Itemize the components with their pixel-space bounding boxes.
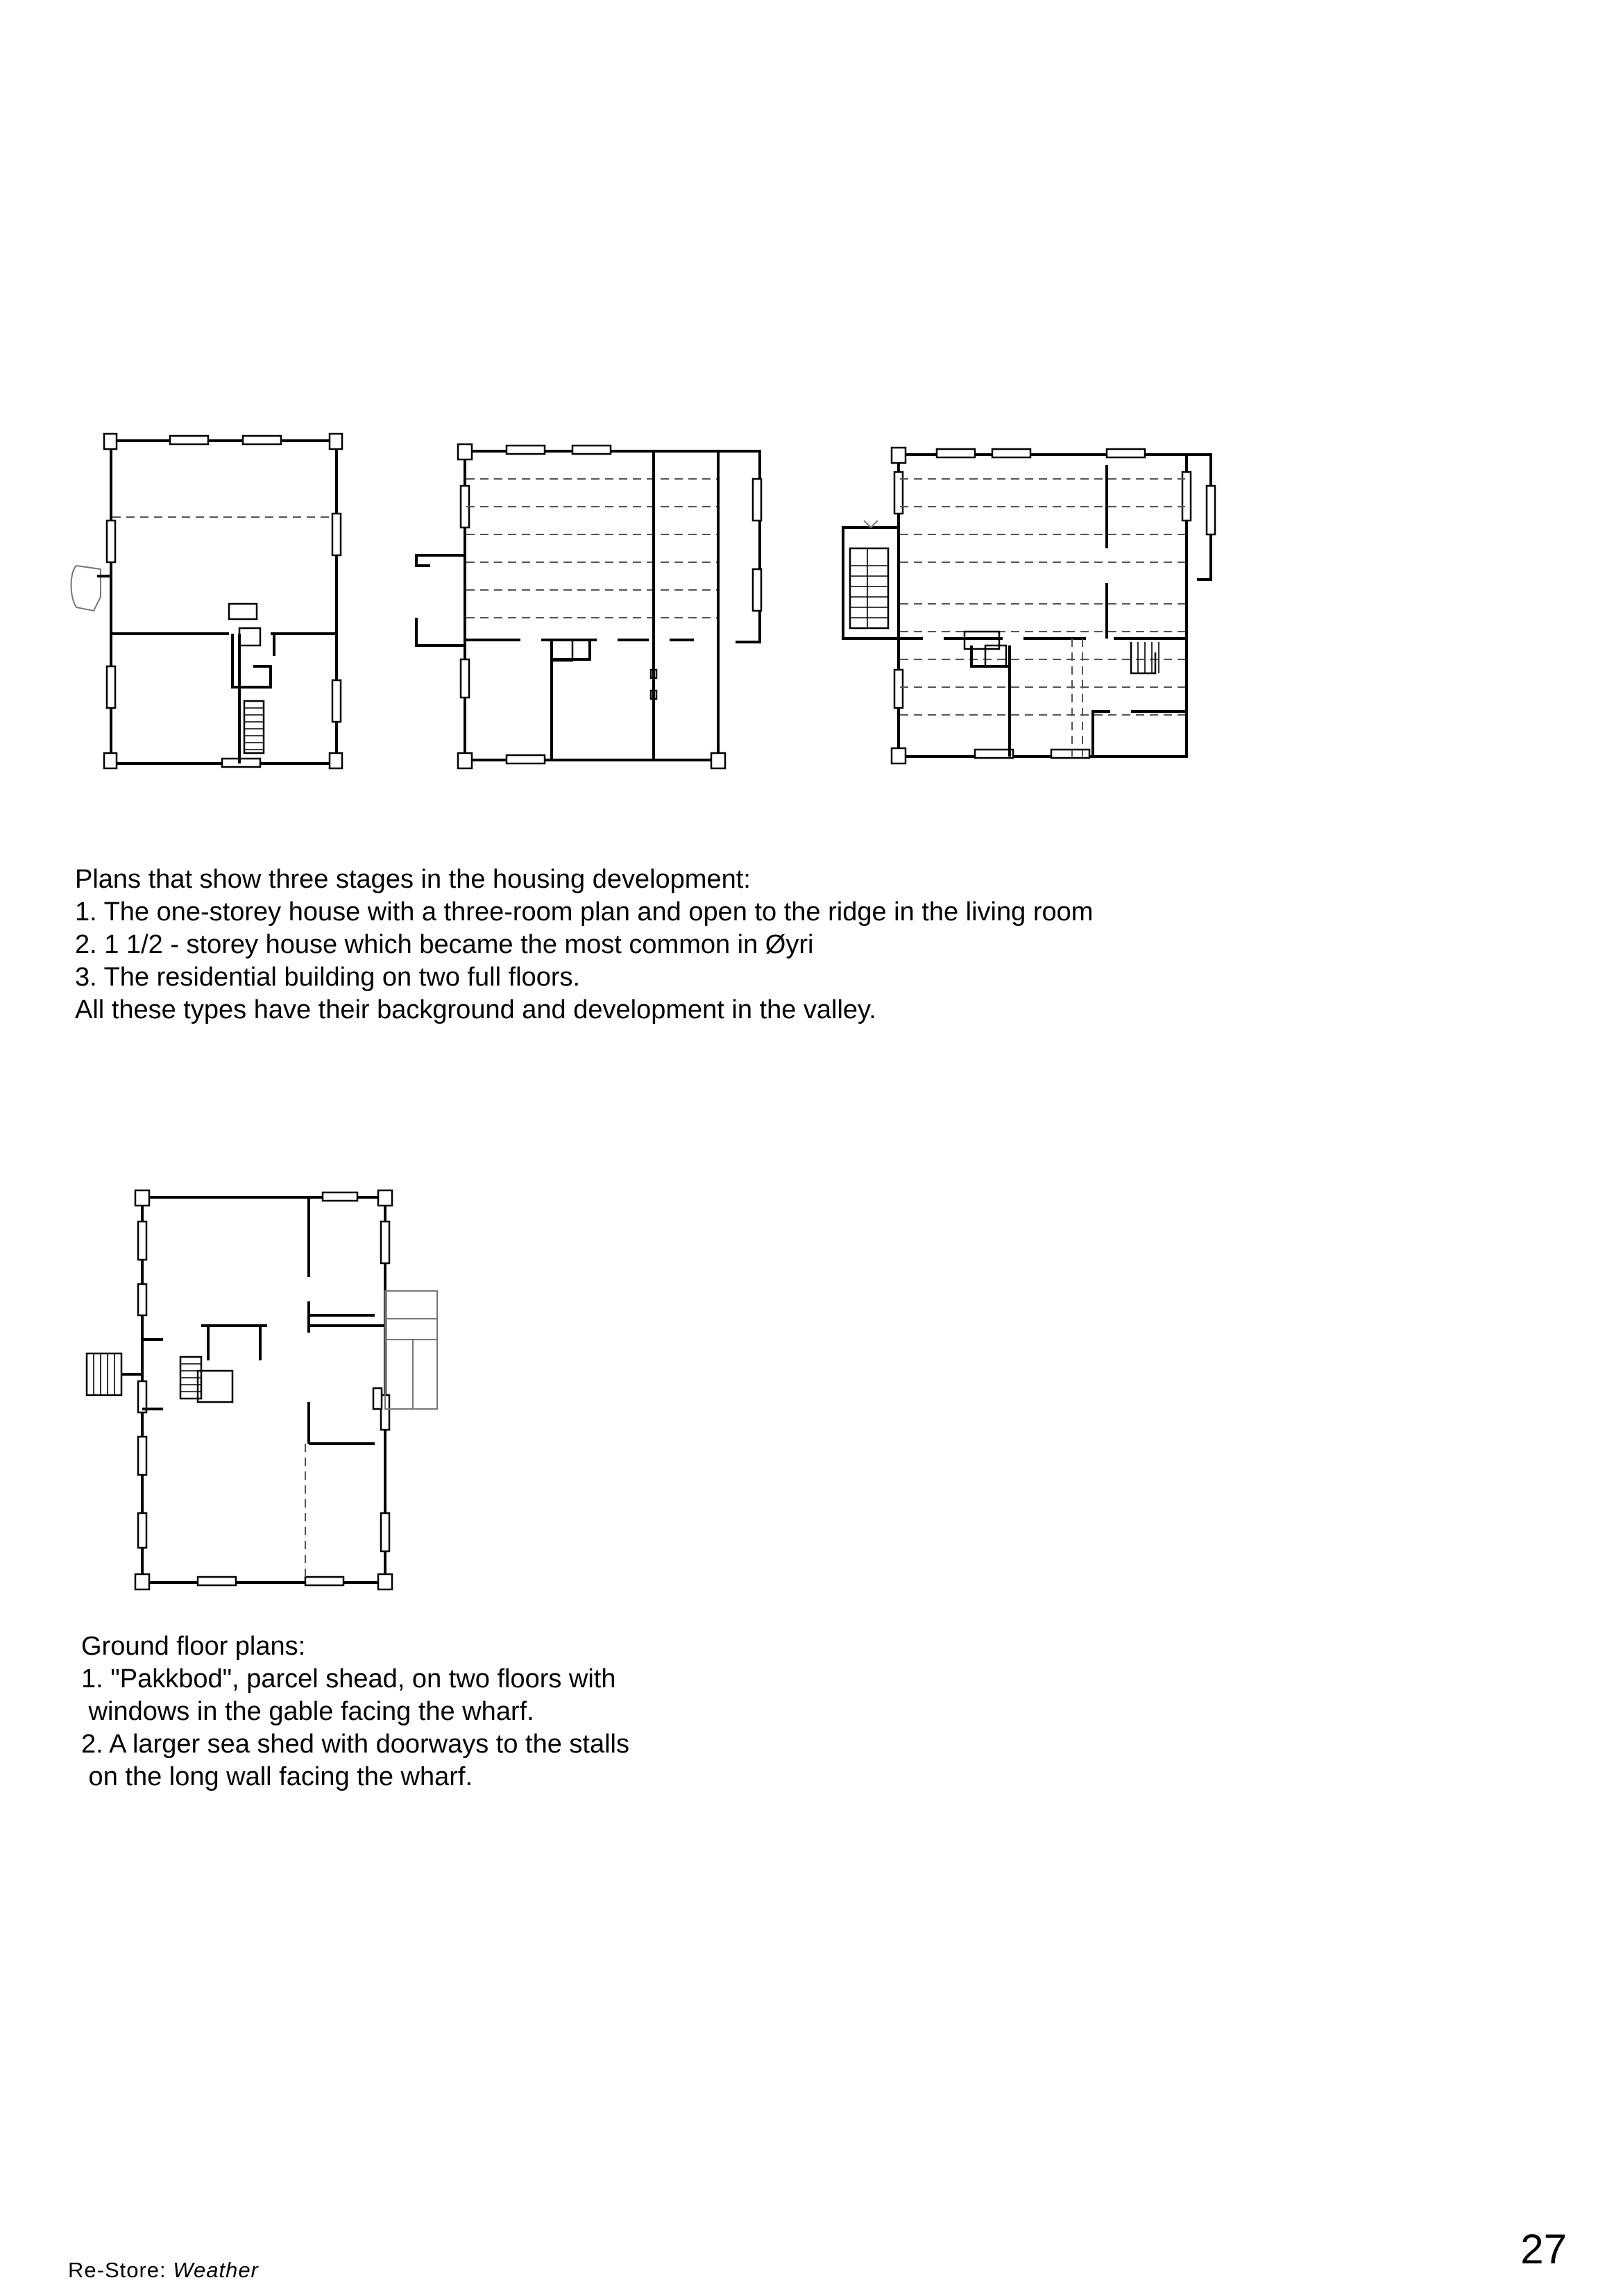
floor-plan-one-and-half-storey xyxy=(402,437,777,770)
caption-heading: Ground floor plans: xyxy=(81,1632,306,1661)
caption-housing-development xyxy=(75,863,1093,1027)
caption-line: 1. The one-storey house with a three-room plan and open to the ridge in the living room xyxy=(75,897,1094,927)
section-title: Weather xyxy=(173,2258,259,2282)
floor-plan-one-storey xyxy=(62,430,354,777)
floor-plan-ground-floor xyxy=(76,1180,451,1596)
page-number: 27 xyxy=(1520,2226,1567,2272)
caption-line: 3. The residential building on two full floors. xyxy=(75,963,581,992)
footer-publication xyxy=(68,2258,259,2283)
caption-heading: Plans that show three stages in the housing development: xyxy=(75,865,751,894)
caption-line: 1. "Pakkbod", parcel shead, on two floors with xyxy=(81,1664,616,1694)
caption-line: on the long wall facing the wharf. xyxy=(81,1762,473,1791)
caption-line: 2. 1 1/2 - storey house which became the most common in Øyri xyxy=(75,930,814,959)
caption-line: All these types have their background and development in the valley. xyxy=(75,995,876,1024)
caption-line: 2. A larger sea shed with doorways to the stalls xyxy=(81,1730,629,1759)
publication-title: Re-Store: xyxy=(68,2258,173,2282)
caption-line: windows in the gable facing the wharf. xyxy=(81,1697,534,1726)
caption-ground-floor-plans xyxy=(81,1630,629,1793)
floor-plan-two-storey xyxy=(822,444,1239,763)
